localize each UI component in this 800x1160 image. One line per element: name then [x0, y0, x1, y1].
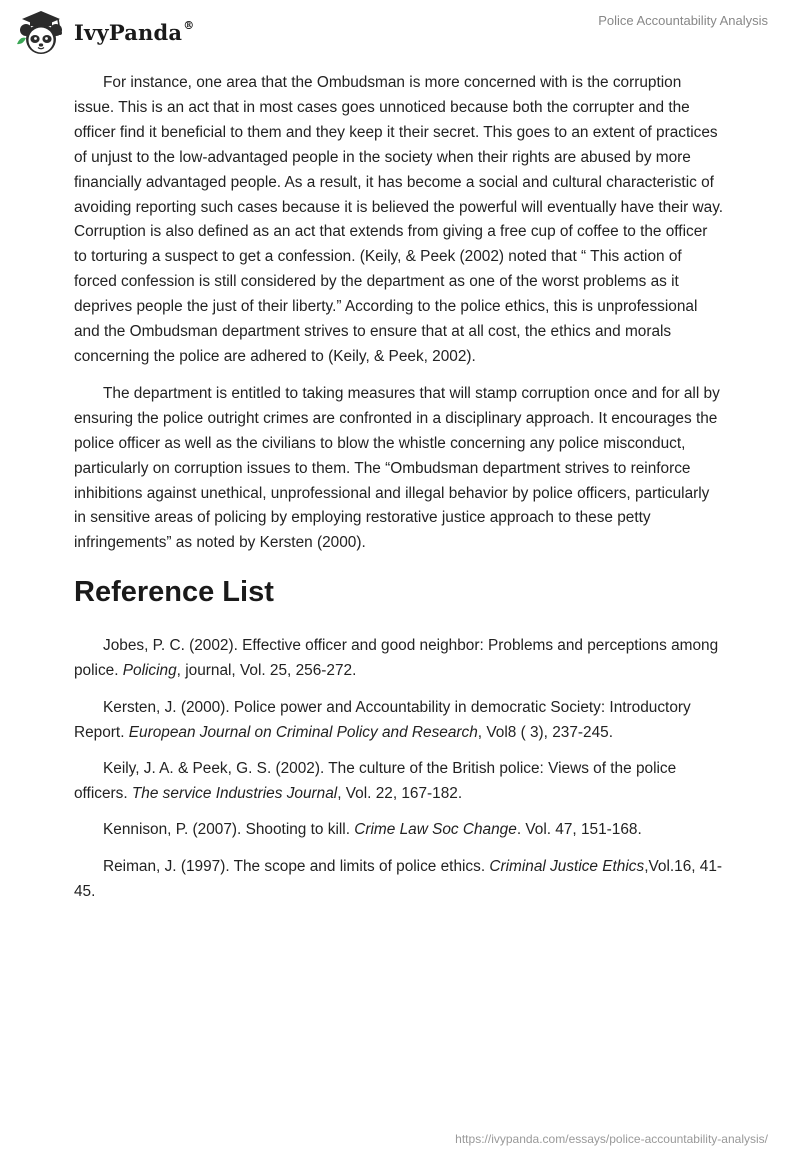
essay-content	[74, 71, 724, 916]
panda-graduate-icon	[14, 8, 68, 56]
reference-item: Keily, J. A. & Peek, G. S. (2002). The culture of the British police: Views of the police officers. The service Industries Journal, Vol. 22, 167-182.	[74, 760, 677, 802]
reference-item: Kersten, J. (2000). Police power and Accountability in democratic Society: Introductory Report. European Journal on Criminal Policy and Research, Vol8 ( 3), 237-245.	[74, 698, 691, 741]
reference-list-heading: Reference List	[74, 576, 274, 609]
reference-item: Kennison, P. (2007). Shooting to kill. Crime Law Soc Change. Vol. 47, 151-168.	[103, 821, 642, 839]
body-paragraph: The department is entitled to taking measures that will stamp corruption once and for all by ensuring the police outright crimes are confronted in a disciplinary approach. It encourages the police officer as well as the civilians to blow the whistle concerning any police misconduct, particularly on corruption issues to them. The “Ombudsman department strives to reinforce inhibitions against unethical, unprofessional and illegal behavior by police officers, particularly in sensitive areas of policing by employing restorative justice approach to these petty infringements” as noted by Kersten (2000).	[74, 384, 720, 552]
source-url[interactable]: https://ivypanda.com/essays/police-accountability-analysis/	[455, 1132, 768, 1146]
ivypanda-logo[interactable]	[14, 8, 194, 56]
registered-mark: ®	[183, 18, 195, 32]
document-title: Police Accountability Analysis	[598, 13, 768, 28]
logo-wordmark: IvyPanda®	[74, 18, 195, 45]
reference-item: Jobes, P. C. (2002). Effective officer and good neighbor: Problems and perceptions among police. Policing, journal, Vol. 25, 256-272.	[74, 637, 719, 680]
body-paragraph: For instance, one area that the Ombudsman is more concerned with is the corruption issue. This is an act that in most cases goes unnoticed because both the corrupter and the officer find it beneficial to them and they keep it their secret. This goes to an extent of practices of unjust to the low-advantaged people in the society when their rights are abused by more financially advantaged people. As a result, it has become a social and cultural characteristic of avoiding reporting such cases because it is believed the powerful will eventually have their way. Corruption is also defined as an act that extends from giving a free cup of coffee to the officer to torturing a suspect to get a confession. (Keily, & Peek (2002) noted that “ This action of forced confession is still considered by the department as one of the worst problems as it deprives people the just of their liberty.” According to the police ethics, this is unprofessional and the Ombudsman department strives to ensure that at all cost, the ethics and morals concerning the police are adhered to (Keily, & Peek, 2002).	[74, 74, 724, 365]
reference-item: Reiman, J. (1997). The scope and limits of police ethics. Criminal Justice Ethics,Vol.16, 41-45.	[74, 857, 723, 900]
page-header	[0, 0, 800, 60]
